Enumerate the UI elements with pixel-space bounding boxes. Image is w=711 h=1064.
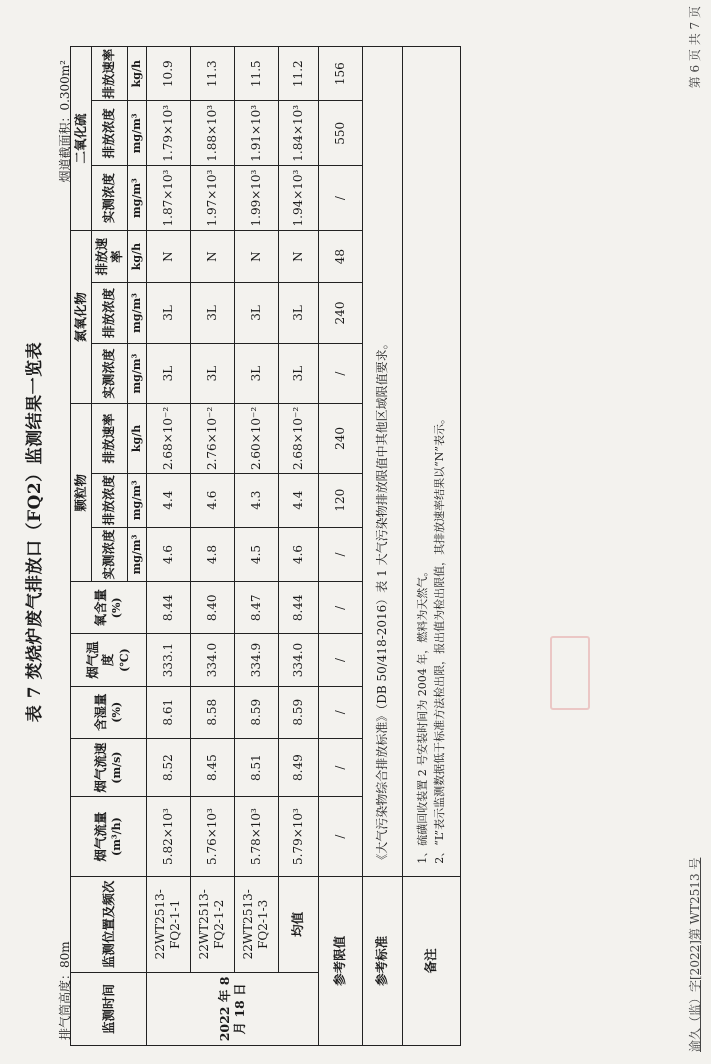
cell-so2-measured: 1.97×10³: [190, 166, 234, 231]
cell-pm-measured: /: [318, 527, 362, 581]
th-pm: 颗粒物: [71, 404, 92, 582]
th-unit-rate: kg/h: [127, 404, 146, 473]
cell-so2-rate: 11.2: [278, 47, 318, 101]
seal-stamp: [550, 636, 590, 710]
th-moisture-label: 含湿量: [92, 693, 108, 732]
table-row: [234, 47, 278, 1046]
table-row: [146, 47, 190, 1046]
th-unit-rate: kg/h: [127, 230, 146, 282]
cell-temp: 334.0: [278, 634, 318, 686]
doc-number: 渝久（监）字[2022]第 WT2513 号: [688, 857, 702, 1052]
cell-pm-emission: 4.4: [278, 473, 318, 527]
cell-so2-measured: 1.87×10³: [146, 166, 190, 231]
cell-nox-measured: 3L: [278, 343, 318, 404]
cell-velocity: 8.49: [278, 738, 318, 797]
th-flow: [71, 797, 147, 876]
cell-moisture: 8.59: [234, 686, 278, 738]
cell-pm-rate: 2.60×10⁻²: [234, 404, 278, 473]
th-flow-unit: (m³/h): [110, 817, 124, 857]
cell-nox-rate: N: [190, 230, 234, 282]
th-position: 监测位置及频次: [71, 876, 147, 972]
cell-nox-measured: 3L: [146, 343, 190, 404]
remark-1: 1、硫磺回收装置 2 号安装时间为 2004 年，燃料为天然气。: [415, 565, 429, 864]
cell-pm-emission: 4.6: [190, 473, 234, 527]
cell-pm-measured: 4.6: [146, 527, 190, 581]
cell-pm-rate: 240: [318, 404, 362, 473]
th-so2-emission-conc: 排放浓度: [91, 101, 127, 166]
remark-2: 2、“L”表示监测数据低于标准方法检出限，报出值为检出限值，其排放速率结果以“N”表示。: [433, 412, 447, 864]
cell-so2-measured: 1.99×10³: [234, 166, 278, 231]
cell-nox-measured: /: [318, 343, 362, 404]
th-velocity: [71, 738, 147, 797]
th-temp-label: 烟气温度: [84, 641, 116, 679]
th-pm-measured: 实测浓度: [91, 527, 127, 581]
table-title: 表 7 焚烧炉废气排放口（FQ2）监测结果一览表: [25, 341, 45, 723]
remarks: [402, 47, 460, 877]
cell-pm-measured: 4.5: [234, 527, 278, 581]
th-unit-conc: mg/m³: [127, 527, 146, 581]
cell-pm-rate: 2.68×10⁻²: [278, 404, 318, 473]
cell-so2-emission: 550: [318, 101, 362, 166]
cell-velocity: 8.52: [146, 738, 190, 797]
cell-pm-measured: 4.6: [278, 527, 318, 581]
th-unit-conc: mg/m³: [127, 166, 146, 231]
th-oxygen-unit: (%): [110, 597, 124, 619]
th-so2-measured: 实测浓度: [91, 166, 127, 231]
cell-nox-rate: N: [234, 230, 278, 282]
th-nox-measured: 实测浓度: [91, 343, 127, 404]
cell-temp: /: [318, 634, 362, 686]
cell-so2-measured: 1.94×10³: [278, 166, 318, 231]
th-temp-unit: (℃): [118, 648, 132, 672]
th-unit-conc: mg/m³: [127, 101, 146, 166]
standard-text: 《大气污染物综合排放标准》（DB 50/418-2016）表 1 大气污染物排放限值中其他区域限值要求。: [362, 47, 402, 877]
cell-temp: 334.0: [190, 634, 234, 686]
cell-nox-measured: 3L: [234, 343, 278, 404]
cell-nox-emission: 3L: [234, 283, 278, 344]
cell-pm-rate: 2.76×10⁻²: [190, 404, 234, 473]
table-row-remarks: [402, 47, 460, 1046]
th-unit-conc: mg/m³: [127, 473, 146, 527]
th-velocity-label: 烟气流速: [92, 742, 108, 793]
cell-so2-rate: 11.3: [190, 47, 234, 101]
th-velocity-unit: (m/s): [110, 751, 124, 784]
cell-position: 22WT2513-FQ2-1-3: [234, 876, 278, 972]
th-so2-emission-rate: 排放速率: [91, 47, 127, 101]
cell-nox-rate: N: [146, 230, 190, 282]
cell-pm-emission: 4.4: [146, 473, 190, 527]
cell-pm-measured: 4.8: [190, 527, 234, 581]
stack-height: 排气筒高度：80m: [58, 941, 72, 1040]
cell-position: 22WT2513-FQ2-1-2: [190, 876, 234, 972]
cell-nox-emission: 3L: [146, 283, 190, 344]
th-nox-emission-rate: 排放速率: [91, 230, 127, 282]
table-row-limit: [318, 47, 362, 1046]
avg-label: 均值: [278, 876, 318, 972]
cell-nox-rate: 48: [318, 230, 362, 282]
table-row-average: [278, 47, 318, 1046]
th-moisture-unit: (%): [110, 701, 124, 723]
table-row-standard: [362, 47, 402, 1046]
th-moisture: [71, 686, 147, 738]
table-row: [190, 47, 234, 1046]
cell-velocity: 8.51: [234, 738, 278, 797]
th-flow-label: 烟气流量: [92, 811, 108, 862]
cell-pm-emission: 4.3: [234, 473, 278, 527]
cell-oxygen: 8.44: [146, 582, 190, 634]
cell-moisture: 8.61: [146, 686, 190, 738]
th-unit-conc: mg/m³: [127, 283, 146, 344]
cell-position: 22WT2513-FQ2-1-1: [146, 876, 190, 972]
limit-label: 参考限值: [318, 876, 362, 1045]
th-oxygen-label: 氧含量: [92, 589, 108, 627]
th-unit-conc: mg/m³: [127, 343, 146, 404]
cell-flow: /: [318, 797, 362, 876]
th-unit-rate: kg/h: [127, 47, 146, 101]
cell-velocity: /: [318, 738, 362, 797]
cell-flow: 5.78×10³: [234, 797, 278, 876]
th-temp: [71, 634, 147, 686]
th-nox-emission-conc: 排放浓度: [91, 283, 127, 344]
cell-moisture: 8.58: [190, 686, 234, 738]
flue-area: 烟道截面积：0.300m²: [58, 60, 72, 183]
cell-nox-rate: N: [278, 230, 318, 282]
standard-label: 参考标准: [362, 876, 402, 1045]
cell-oxygen: 8.40: [190, 582, 234, 634]
cell-moisture: /: [318, 686, 362, 738]
th-oxygen: [71, 582, 147, 634]
cell-so2-emission: 1.91×10³: [234, 101, 278, 166]
cell-so2-emission: 1.88×10³: [190, 101, 234, 166]
remark-label: 备注: [402, 876, 460, 1045]
th-so2: 二氧化硫: [71, 47, 92, 231]
cell-nox-emission: 3L: [190, 283, 234, 344]
cell-oxygen: 8.44: [278, 582, 318, 634]
results-table: [70, 46, 461, 1046]
cell-temp: 334.9: [234, 634, 278, 686]
cell-so2-rate: 156: [318, 47, 362, 101]
cell-oxygen: 8.47: [234, 582, 278, 634]
page-number: 第 6 页 共 7 页: [688, 6, 702, 89]
cell-moisture: 8.59: [278, 686, 318, 738]
th-nox: 氮氧化物: [71, 230, 92, 403]
cell-flow: 5.82×10³: [146, 797, 190, 876]
cell-pm-rate: 2.68×10⁻²: [146, 404, 190, 473]
cell-so2-emission: 1.84×10³: [278, 101, 318, 166]
cell-oxygen: /: [318, 582, 362, 634]
sample-date: 2022 年 8 月 18 日: [146, 972, 318, 1045]
cell-nox-measured: 3L: [190, 343, 234, 404]
cell-nox-emission: 240: [318, 283, 362, 344]
th-pm-emission-rate: 排放速率: [91, 404, 127, 473]
cell-so2-emission: 1.79×10³: [146, 101, 190, 166]
th-pm-emission-conc: 排放浓度: [91, 473, 127, 527]
cell-so2-rate: 11.5: [234, 47, 278, 101]
cell-so2-rate: 10.9: [146, 47, 190, 101]
cell-velocity: 8.45: [190, 738, 234, 797]
cell-temp: 333.1: [146, 634, 190, 686]
cell-nox-emission: 3L: [278, 283, 318, 344]
cell-flow: 5.79×10³: [278, 797, 318, 876]
cell-flow: 5.76×10³: [190, 797, 234, 876]
cell-so2-measured: /: [318, 166, 362, 231]
th-time: 监测时间: [71, 972, 147, 1045]
cell-pm-emission: 120: [318, 473, 362, 527]
